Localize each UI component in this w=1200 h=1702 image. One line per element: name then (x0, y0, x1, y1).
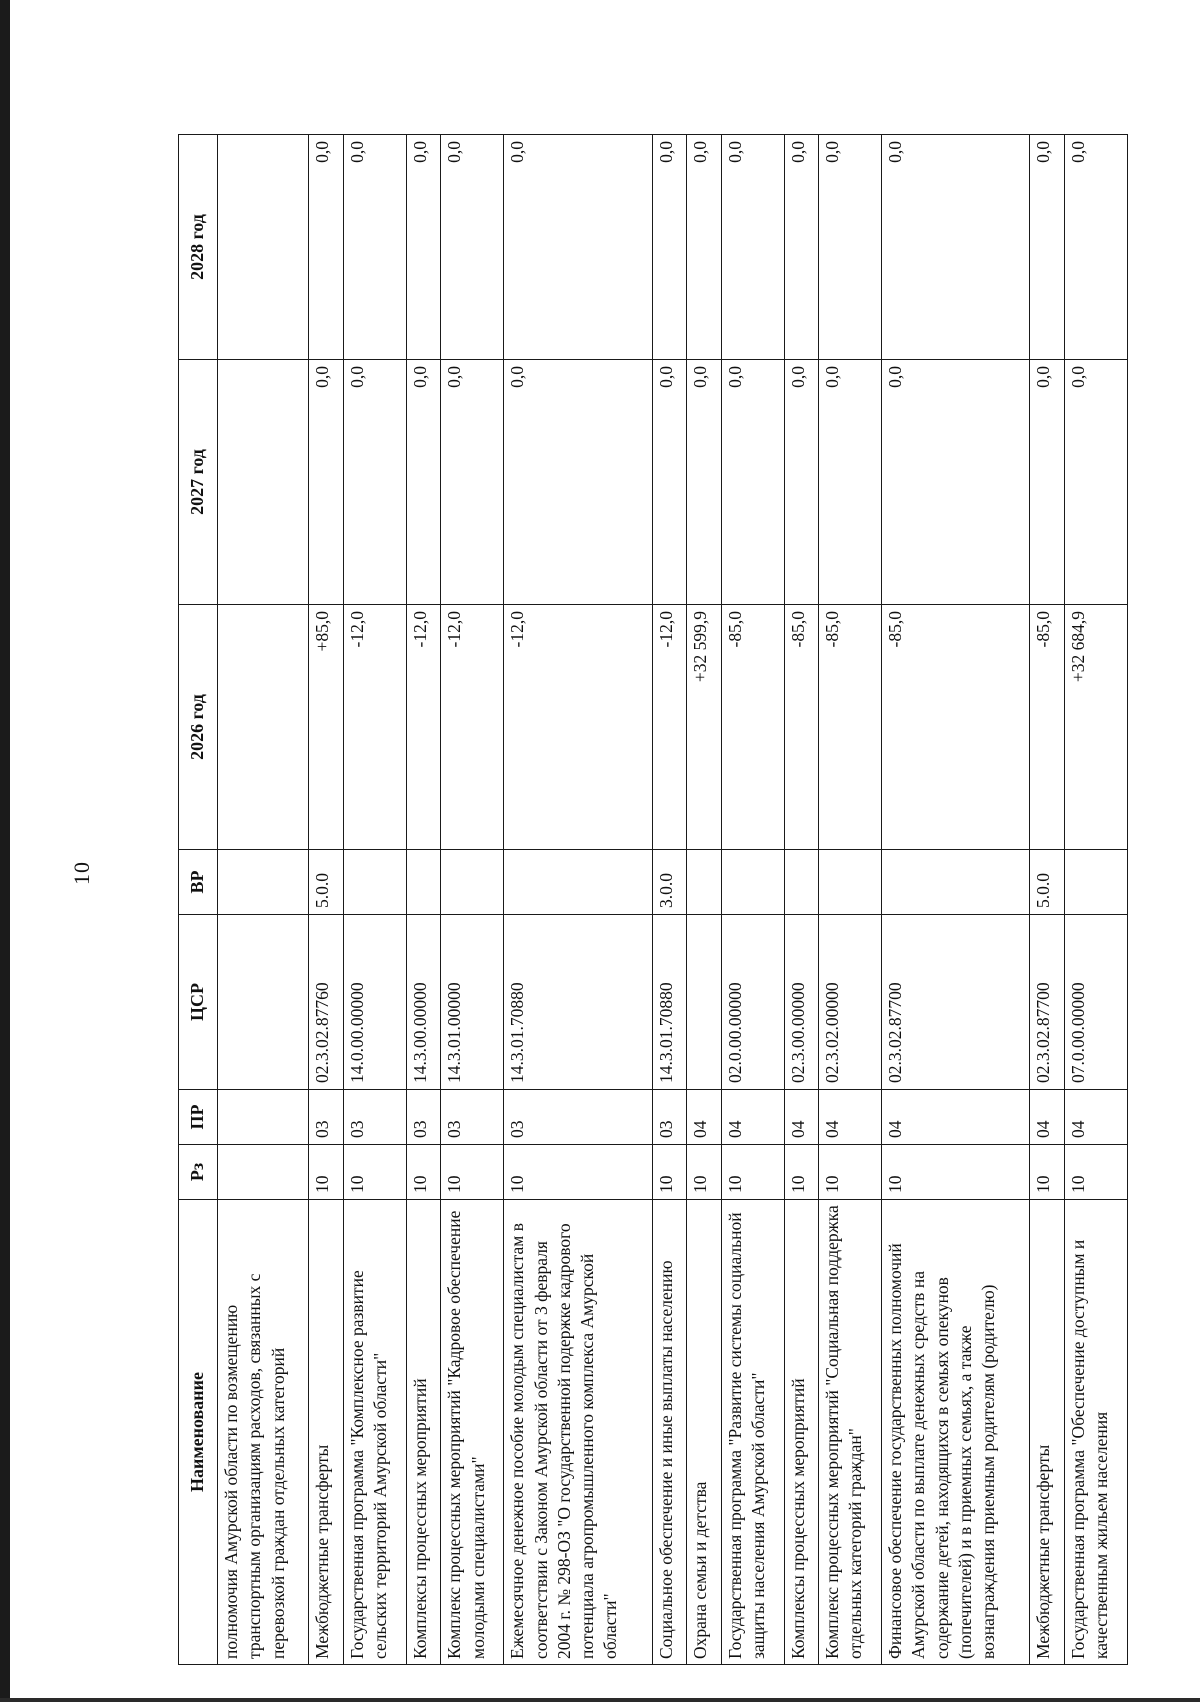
cell-pr: 04 (1064, 1090, 1127, 1145)
cell-pr: 04 (882, 1090, 1030, 1145)
cell-2028: 0,0 (1030, 135, 1065, 360)
cell-name: Государственная программа "Развитие системы социальной защиты населения Амурской области" (721, 1200, 784, 1665)
header-pr: ПР (179, 1090, 218, 1145)
cell-2028: 0,0 (784, 135, 819, 360)
cell-csr (687, 915, 722, 1090)
table-row (819, 135, 882, 1665)
cell-name: Государственная программа "Обеспечение доступным и качественным жильем населения (1064, 1200, 1127, 1665)
table-row (687, 135, 722, 1665)
header-rz: Рз (179, 1145, 218, 1200)
table-row (1064, 135, 1127, 1665)
cell-2028: 0,0 (406, 135, 441, 360)
cell-2026 (218, 605, 309, 850)
cell-rz: 10 (309, 1145, 344, 1200)
budget-table (178, 134, 1128, 1665)
table-row (406, 135, 441, 1665)
cell-2027: 0,0 (1064, 360, 1127, 605)
cell-2028: 0,0 (687, 135, 722, 360)
cell-name: Социальное обеспечение и иные выплаты населению (652, 1200, 687, 1665)
cell-name: Комплексы процессных мероприятий (406, 1200, 441, 1665)
cell-2026: -85,0 (882, 605, 1030, 850)
table-header-row (179, 135, 218, 1665)
cell-2027: 0,0 (309, 360, 344, 605)
cell-2027 (218, 360, 309, 605)
cell-2028: 0,0 (882, 135, 1030, 360)
cell-2028: 0,0 (504, 135, 652, 360)
cell-name: Комплекс процессных мероприятий "Социальная поддержка отдельных категорий граждан" (819, 1200, 882, 1665)
cell-vr: 3.0.0 (652, 850, 687, 915)
cell-2026: -85,0 (819, 605, 882, 850)
cell-2028: 0,0 (343, 135, 406, 360)
cell-2026: -12,0 (343, 605, 406, 850)
cell-name: Межбюджетные трансферты (309, 1200, 344, 1665)
cell-2026: -12,0 (441, 605, 504, 850)
cell-csr: 14.3.00.00000 (406, 915, 441, 1090)
cell-pr: 03 (406, 1090, 441, 1145)
table-row (218, 135, 309, 1665)
table-row (652, 135, 687, 1665)
cell-pr (218, 1090, 309, 1145)
cell-2027: 0,0 (784, 360, 819, 605)
cell-vr (721, 850, 784, 915)
cell-pr: 03 (309, 1090, 344, 1145)
cell-name: Межбюджетные трансферты (1030, 1200, 1065, 1665)
cell-vr (882, 850, 1030, 915)
cell-2026: -12,0 (504, 605, 652, 850)
cell-2028: 0,0 (652, 135, 687, 360)
cell-pr: 04 (784, 1090, 819, 1145)
cell-2028: 0,0 (441, 135, 504, 360)
cell-2026: +85,0 (309, 605, 344, 850)
cell-2028 (218, 135, 309, 360)
cell-name: полномочия Амурской области по возмещению транспортным организациям расходов, связанных с перевозкой граждан отдельных категорий (218, 1200, 309, 1665)
cell-csr: 02.3.02.87760 (309, 915, 344, 1090)
cell-2026: -12,0 (406, 605, 441, 850)
cell-vr (343, 850, 406, 915)
cell-pr: 04 (721, 1090, 784, 1145)
cell-2027: 0,0 (406, 360, 441, 605)
cell-name: Комплекс процессных мероприятий "Кадровое обеспечение молодыми специалистами" (441, 1200, 504, 1665)
scan-edge-bottom (0, 1698, 1200, 1702)
header-2027: 2027 год (179, 360, 218, 605)
cell-2028: 0,0 (819, 135, 882, 360)
budget-table-rotated (178, 135, 1128, 1665)
table-row (721, 135, 784, 1665)
cell-2027: 0,0 (687, 360, 722, 605)
cell-csr: 02.3.02.00000 (819, 915, 882, 1090)
cell-vr (687, 850, 722, 915)
cell-pr: 04 (819, 1090, 882, 1145)
cell-2028: 0,0 (721, 135, 784, 360)
cell-rz: 10 (1064, 1145, 1127, 1200)
table-row (309, 135, 344, 1665)
cell-csr: 02.3.02.87700 (882, 915, 1030, 1090)
cell-2027: 0,0 (882, 360, 1030, 605)
cell-name: Комплексы процессных мероприятий (784, 1200, 819, 1665)
cell-pr: 03 (652, 1090, 687, 1145)
table-row (343, 135, 406, 1665)
cell-2027: 0,0 (504, 360, 652, 605)
cell-2027: 0,0 (652, 360, 687, 605)
cell-rz: 10 (504, 1145, 652, 1200)
table-row (1030, 135, 1065, 1665)
cell-rz (218, 1145, 309, 1200)
cell-rz: 10 (406, 1145, 441, 1200)
cell-2026: -85,0 (1030, 605, 1065, 850)
scan-edge-left (0, 0, 10, 1702)
cell-2026: +32 599,9 (687, 605, 722, 850)
cell-2028: 0,0 (1064, 135, 1127, 360)
cell-csr: 14.3.01.70880 (652, 915, 687, 1090)
page-number: 10 (69, 861, 94, 885)
cell-2026: -85,0 (721, 605, 784, 850)
cell-rz: 10 (441, 1145, 504, 1200)
cell-csr: 02.0.00.00000 (721, 915, 784, 1090)
cell-csr: 02.3.02.87700 (1030, 915, 1065, 1090)
cell-2027: 0,0 (819, 360, 882, 605)
cell-vr: 5.0.0 (1030, 850, 1065, 915)
cell-csr: 14.3.01.00000 (441, 915, 504, 1090)
cell-rz: 10 (819, 1145, 882, 1200)
cell-vr (784, 850, 819, 915)
cell-name: Государственная программа "Комплексное развитие сельских территорий Амурской области" (343, 1200, 406, 1665)
table-row (504, 135, 652, 1665)
cell-pr: 03 (441, 1090, 504, 1145)
header-csr: ЦСР (179, 915, 218, 1090)
table-row (441, 135, 504, 1665)
cell-2026: -85,0 (784, 605, 819, 850)
header-2028: 2028 год (179, 135, 218, 360)
header-vr: ВР (179, 850, 218, 915)
cell-vr (1064, 850, 1127, 915)
cell-2027: 0,0 (343, 360, 406, 605)
cell-vr (819, 850, 882, 915)
cell-rz: 10 (652, 1145, 687, 1200)
cell-name: Финансовое обеспечение государственных полномочий Амурской области по выплате денежных средств на содержание детей, находящихся в семьях опекунов (попечителей) и в приемных семьях, а также вознаграждения приемным родителям (родителю) (882, 1200, 1030, 1665)
cell-rz: 10 (687, 1145, 722, 1200)
cell-rz: 10 (343, 1145, 406, 1200)
cell-vr (441, 850, 504, 915)
cell-pr: 03 (343, 1090, 406, 1145)
cell-csr (218, 915, 309, 1090)
cell-vr: 5.0.0 (309, 850, 344, 915)
cell-pr: 04 (1030, 1090, 1065, 1145)
cell-rz: 10 (882, 1145, 1030, 1200)
table-body (218, 135, 1128, 1665)
cell-2027: 0,0 (441, 360, 504, 605)
table-row (784, 135, 819, 1665)
cell-rz: 10 (721, 1145, 784, 1200)
cell-vr (504, 850, 652, 915)
cell-pr: 03 (504, 1090, 652, 1145)
cell-vr (406, 850, 441, 915)
cell-csr: 14.0.00.00000 (343, 915, 406, 1090)
cell-2028: 0,0 (309, 135, 344, 360)
cell-rz: 10 (1030, 1145, 1065, 1200)
cell-2027: 0,0 (721, 360, 784, 605)
table-row (882, 135, 1030, 1665)
cell-2027: 0,0 (1030, 360, 1065, 605)
cell-2026: -12,0 (652, 605, 687, 850)
cell-vr (218, 850, 309, 915)
cell-name: Ежемесячное денежное пособие молодым специалистам в соответствии с Законом Амурской области от 3 февраля 2004 г. № 298-ОЗ "О государственной подержке кадрового потенциала агропромышленного комплекса Амурской области" (504, 1200, 652, 1665)
cell-2026: +32 684,9 (1064, 605, 1127, 850)
header-name: Наименование (179, 1200, 218, 1665)
cell-csr: 02.3.00.00000 (784, 915, 819, 1090)
cell-pr: 04 (687, 1090, 722, 1145)
header-2026: 2026 год (179, 605, 218, 850)
cell-csr: 14.3.01.70880 (504, 915, 652, 1090)
cell-csr: 07.0.00.00000 (1064, 915, 1127, 1090)
cell-name: Охрана семьи и детства (687, 1200, 722, 1665)
cell-rz: 10 (784, 1145, 819, 1200)
